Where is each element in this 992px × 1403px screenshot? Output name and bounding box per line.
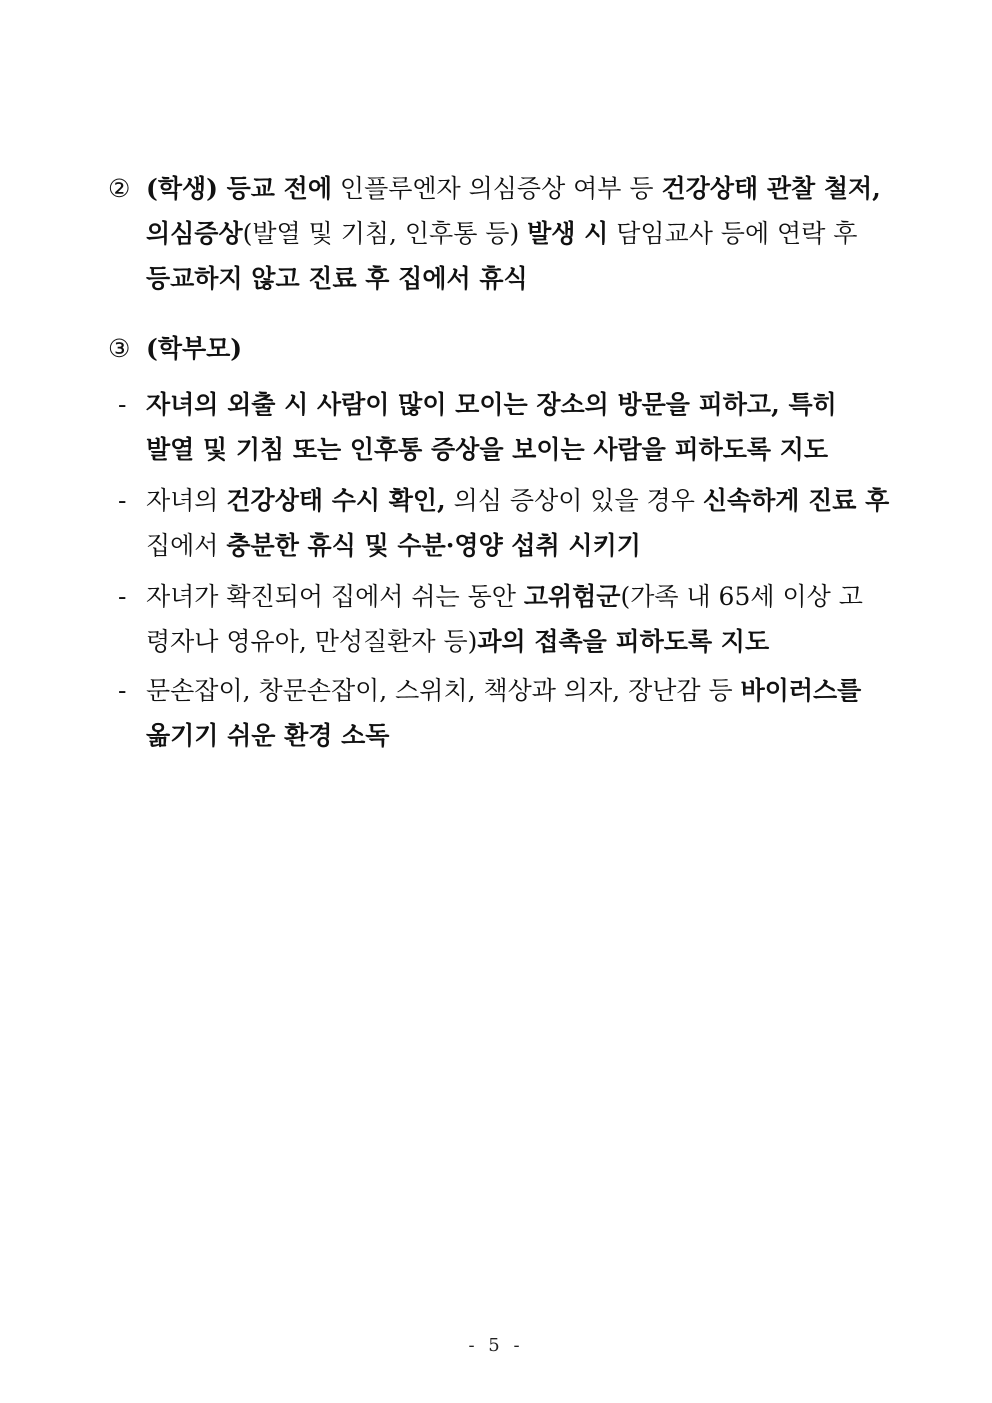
page-number: - 5 - [468,1335,524,1356]
item-2-line-2: 의심증상(발열 및 기침, 인후통 등) 발생 시 담임교사 등에 연락 후 [146,219,858,248]
item-3-title: (학부모) [146,334,243,363]
bullet-dash: - [118,390,127,419]
item-2-line-3: 등교하지 않고 진료 후 집에서 휴식 [146,264,528,293]
bullet-4-line-2: 옮기기 쉬운 환경 소독 [146,721,390,750]
bullet-dash: - [118,486,127,515]
bullet-4-line-1: - 문손잡이, 창문손잡이, 스위치, 책상과 의자, 장난감 등 바이러스를 [118,668,898,713]
bullet-2 [118,478,898,568]
bullet-dash: - [118,582,127,611]
item-3-heading [108,326,242,371]
bullet-dash: - [118,676,127,705]
bullet-2-line-1: - 자녀의 건강상태 수시 확인, 의심 증상이 있을 경우 신속하게 진료 후 [118,478,898,523]
bullet-3-line-1: - 자녀가 확진되어 집에서 쉬는 동안 고위험군(가족 내 65세 이상 고 [118,574,898,619]
bullet-1-line-2: 발열 및 기침 또는 인후통 증상을 보이는 사람을 피하도록 지도 [146,435,829,464]
bullet-3 [118,574,898,664]
bullet-1 [118,382,898,472]
bullet-3-line-2: 령자나 영유아, 만성질환자 등)과의 접촉을 피하도록 지도 [146,627,770,656]
bullet-4 [118,668,898,758]
item-2-paragraph [108,166,898,301]
item-3-number: ③ [108,334,131,363]
item-2-number: ② [108,174,131,203]
bullet-2-line-2: 집에서 충분한 휴식 및 수분·영양 섭취 시키기 [146,531,641,560]
item-2-line-1: ② (학생) 등교 전에 인플루엔자 의심증상 여부 등 건강상태 관찰 철저, [108,166,898,211]
bullet-1-line-1: - 자녀의 외출 시 사람이 많이 모이는 장소의 방문을 피하고, 특히 [118,382,898,427]
